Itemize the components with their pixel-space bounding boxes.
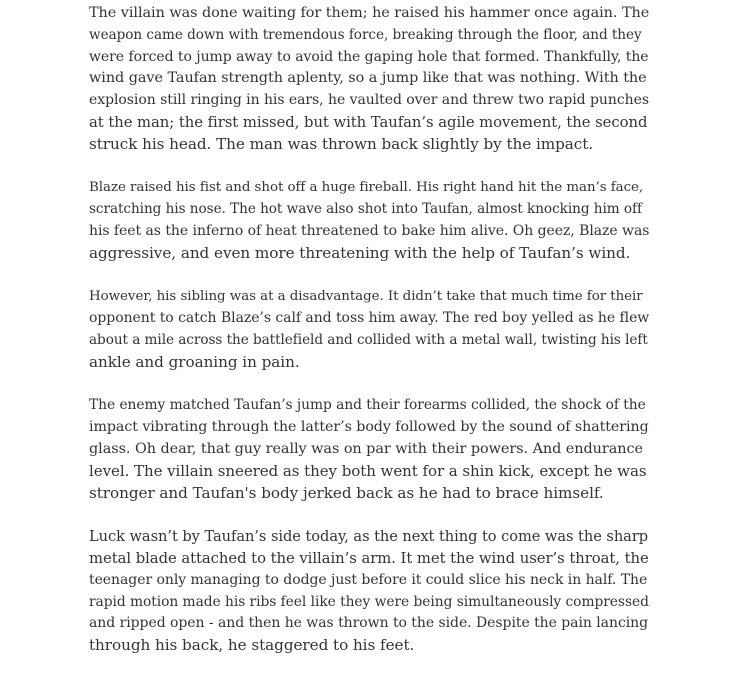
text-line: stronger and Taufan's body jerked back as he had to brace himself. [89, 483, 604, 502]
text-line: scratching his nose. The hot wave also shot into Taufan, almost knocking him off [89, 201, 642, 218]
text-line: rapid motion made his ribs feel like they were being simultaneously compressed [89, 593, 649, 610]
text-line: wind gave Taufan strength aplenty, so a jump like that was nothing. With the [89, 70, 647, 87]
text-line: teenager only managing to dodge just before it could slice his neck in half. The [89, 571, 648, 588]
paragraph-2 [89, 177, 649, 264]
text-line: at the man; the first missed, but with Taufan’s agile movement, the second [89, 113, 648, 131]
text-line: Luck wasn’t by Taufan’s side today, as the next thing to come was the sharp [89, 528, 649, 546]
text-line: through his back, he staggered to his feet. [89, 636, 415, 655]
paragraph-1 [89, 3, 649, 156]
text-line: The villain was done waiting for them; he raised his hammer once again. The [89, 5, 650, 21]
text-line: impact vibrating through the latter’s body followed by the sound of shattering [89, 419, 649, 436]
story-text [89, 3, 649, 679]
text-line: glass. Oh dear, that guy really was on par with their powers. And endurance [89, 440, 643, 457]
text-line: his feet as the inferno of heat threatened to bake him alive. Oh geez, Blaze was [89, 222, 650, 239]
text-line: struck his head. The man was thrown back slightly by the impact. [89, 134, 594, 153]
text-line: about a mile across the battlefield and collided with a metal wall, twisting his left [89, 331, 648, 348]
paragraph-5 [89, 526, 649, 657]
text-line: explosion still ringing in his ears, he vaulted over and threw two rapid punches [89, 92, 649, 109]
text-line: opponent to catch Blaze’s calf and toss him away. The red boy yelled as he flew [89, 310, 650, 327]
text-line: weapon came down with tremendous force, breaking through the floor, and they [89, 26, 642, 43]
text-line: aggressive, and even more threatening with the help of Taufan’s wind. [89, 243, 631, 262]
text-line: metal blade attached to the villain’s arm. It met the wind user’s throat, the [89, 549, 649, 567]
text-line: were forced to jump away to avoid the gaping hole that formed. Thankfully, the [89, 48, 649, 65]
paragraph-4 [89, 395, 649, 504]
text-line: However, his sibling was at a disadvantage. It didn’t take that much time for their [89, 289, 643, 305]
text-line: and ripped open - and then he was thrown to the side. Despite the pain lancing [89, 615, 649, 632]
text-line: The enemy matched Taufan’s jump and their forearms collided, the shock of the [89, 397, 646, 414]
paragraph-3 [89, 286, 649, 373]
text-line: level. The villain sneered as they both went for a shin kick, except he was [89, 461, 647, 480]
text-line: ankle and groaning in pain. [89, 352, 300, 371]
text-line: Blaze raised his fist and shot off a huge fireball. His right hand hit the man’s face, [89, 180, 644, 196]
